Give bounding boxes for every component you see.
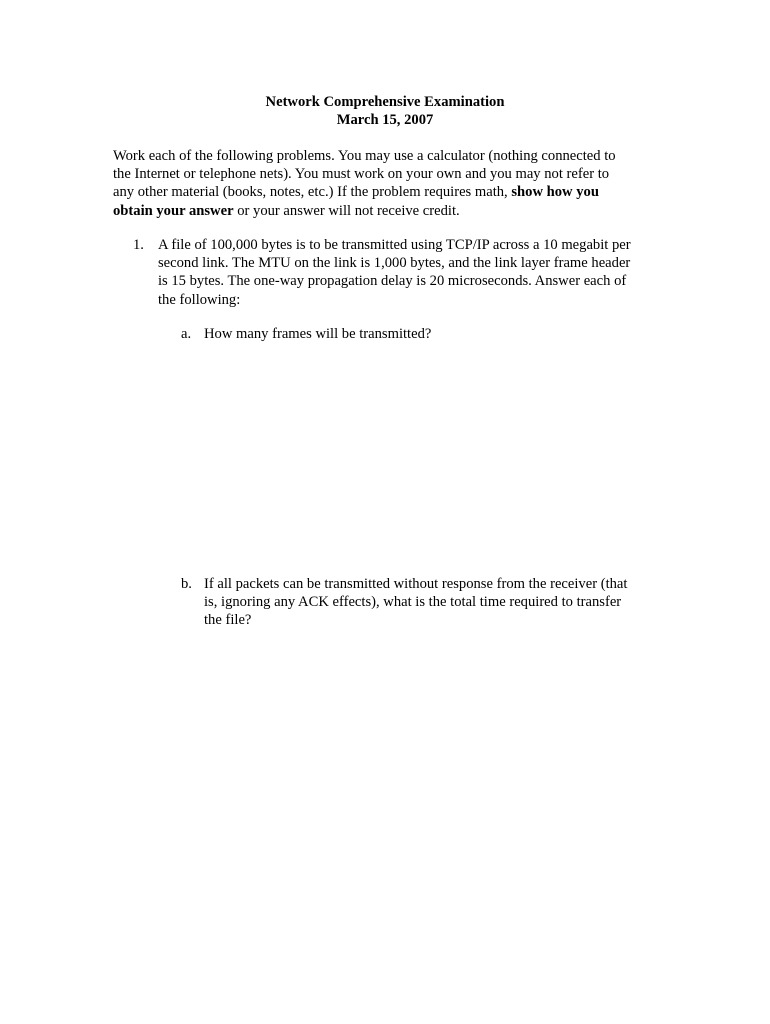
instructions-line (113, 183, 653, 201)
instructions-paragraph (113, 147, 653, 220)
question-line: is 15 bytes. The one-way propagation delay is 20 microseconds. Answer each of (158, 273, 627, 290)
subquestion-letter: b. (181, 576, 192, 592)
question-line: the following: (158, 291, 241, 308)
question-line: second link. The MTU on the link is 1,000 bytes, and the link layer frame header (158, 255, 631, 272)
exam-title: Network Comprehensive Examination (265, 94, 505, 110)
instructions-emphasis: show how you (511, 184, 599, 201)
instructions-emphasis: obtain your answer (113, 202, 234, 219)
instructions-text: any other material (books, notes, etc.) If the problem requires math, (113, 184, 512, 201)
exam-header (0, 93, 770, 129)
question-text (158, 236, 678, 309)
instructions-line (113, 202, 653, 220)
subquestion-line: is, ignoring any ACK effects), what is the total time required to transfer (204, 594, 622, 611)
instructions-text: or your answer will not receive credit. (233, 202, 460, 219)
question-line: A file of 100,000 bytes is to be transmitted using TCP/IP across a 10 megabit per (158, 237, 631, 253)
instructions-line: the Internet or telephone nets). You must work on your own and you may not refer to (113, 166, 610, 183)
question-number: 1. (133, 237, 144, 253)
instructions-line: Work each of the following problems. You may use a calculator (nothing connected to (113, 148, 616, 164)
subquestion-text (204, 575, 664, 630)
subquestion-line: How many frames will be transmitted? (204, 326, 432, 342)
subquestion-letter: a. (181, 326, 192, 342)
exam-date: March 15, 2007 (336, 112, 434, 128)
subquestion-text (204, 325, 664, 343)
subquestion-line: If all packets can be transmitted without response from the receiver (that (204, 576, 628, 592)
subquestion-line: the file? (204, 612, 252, 629)
